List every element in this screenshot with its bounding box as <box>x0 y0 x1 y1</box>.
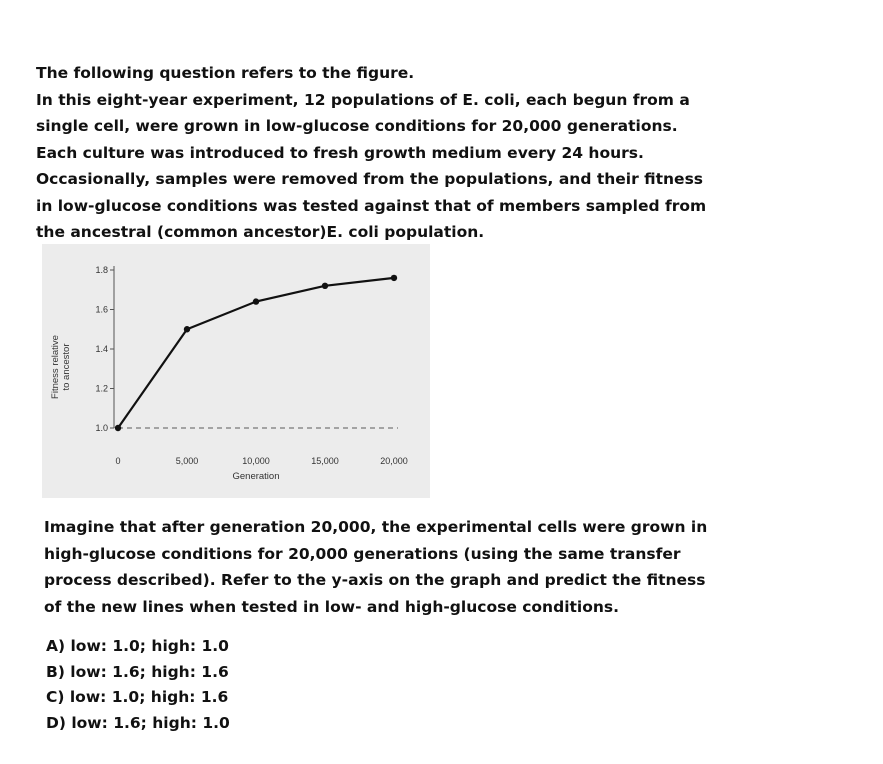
data-point <box>253 298 259 304</box>
x-tick-label: 0 <box>115 456 121 466</box>
x-tick-label: 20,000 <box>380 456 408 466</box>
fitness-chart <box>42 244 430 498</box>
data-point <box>322 283 328 289</box>
y-tick-label: 1.2 <box>95 383 108 394</box>
intro-line: Each culture was introduced to fresh growth medium every 24 hours. <box>36 143 644 162</box>
x-tick-label: 5,000 <box>175 456 199 466</box>
y-tick-label: 1.4 <box>95 344 108 354</box>
question-line: high-glucose conditions for 20,000 generations (using the same transfer <box>44 544 681 563</box>
y-axis-label: Fitness relative <box>50 335 61 399</box>
y-tick-label: 1.0 <box>95 423 108 433</box>
intro-line: In this eight-year experiment, 12 populations of E. coli, each begun from a <box>36 90 690 109</box>
intro-line: The following question refers to the figure. <box>36 64 415 82</box>
option-b[interactable]: B) low: 1.6; high: 1.6 <box>46 662 229 681</box>
question-line: of the new lines when tested in low- and high-glucose conditions. <box>44 597 620 616</box>
question-line: process described). Refer to the y-axis on the graph and predict the fitness <box>44 571 706 589</box>
intro-line: Occasionally, samples were removed from the populations, and their fitness <box>36 170 704 188</box>
option-a[interactable]: A) low: 1.0; high: 1.0 <box>46 637 229 655</box>
y-axis-label: to ancestor <box>61 343 72 391</box>
x-axis-label: Generation <box>232 471 280 482</box>
intro-line: in low-glucose conditions was tested against that of members sampled from <box>36 196 707 215</box>
x-tick-label: 10,000 <box>242 456 270 466</box>
option-c[interactable]: C) low: 1.0; high: 1.6 <box>46 688 229 706</box>
intro-line: the ancestral (common ancestor)E. coli population. <box>36 223 485 241</box>
y-tick-label: 1.6 <box>95 304 108 315</box>
question-paragraph <box>44 514 840 620</box>
x-tick-label: 15,000 <box>311 456 339 466</box>
data-point <box>391 275 397 281</box>
answer-options <box>46 634 230 736</box>
data-point <box>115 425 121 431</box>
option-d[interactable]: D) low: 1.6; high: 1.0 <box>46 713 230 732</box>
intro-line: single cell, were grown in low-glucose conditions for 20,000 generations. <box>36 117 678 135</box>
y-tick-label: 1.8 <box>95 265 108 275</box>
question-line: Imagine that after generation 20,000, the experimental cells were grown in <box>44 518 708 536</box>
fitness-figure <box>42 244 430 498</box>
intro-paragraph <box>36 60 836 246</box>
data-point <box>184 326 190 332</box>
